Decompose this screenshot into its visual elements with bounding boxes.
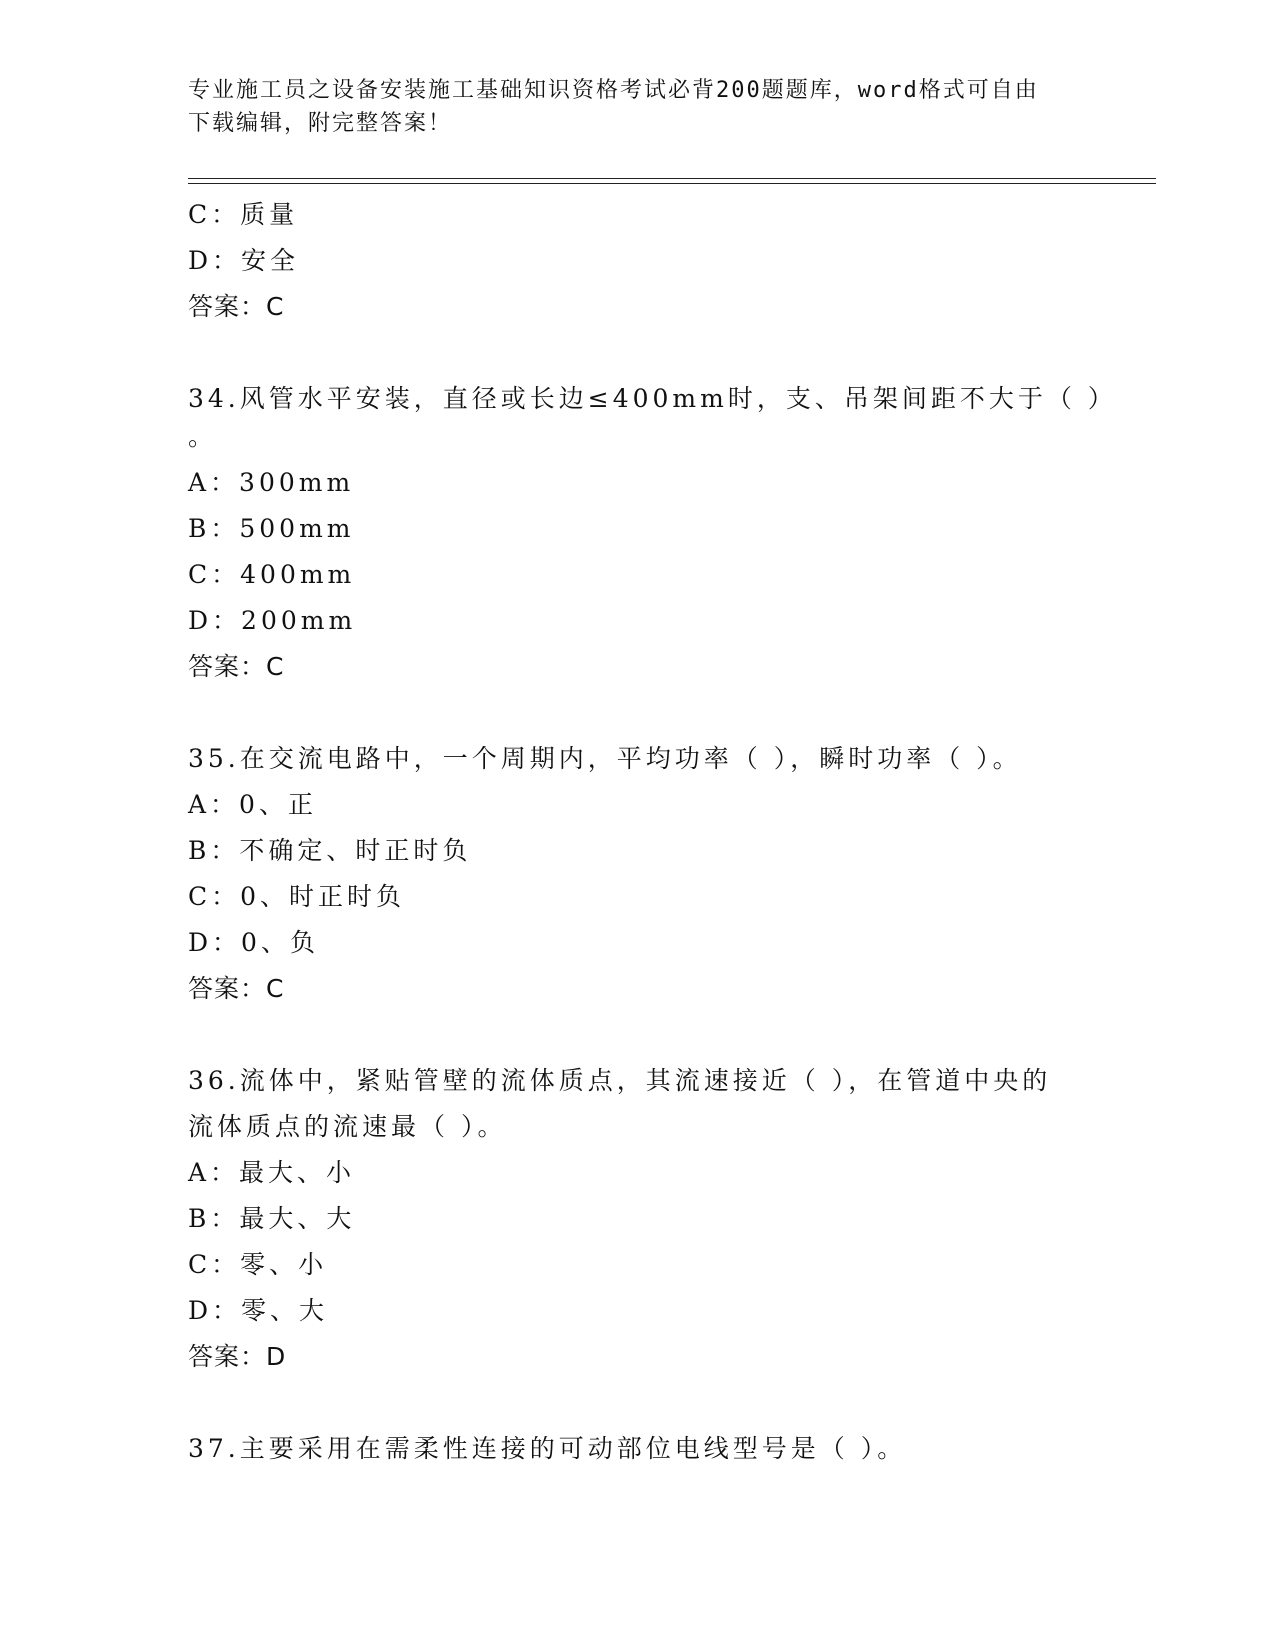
question-stem-continued: 流体质点的流速最（ ）。 — [188, 1112, 507, 1141]
option-d: D：200mm — [188, 606, 357, 635]
option-c: C：零、小 — [188, 1250, 328, 1279]
question-stem: 34.风管水平安装，直径或长边≤400mm时，支、吊架间距不大于（ ） — [188, 384, 1117, 413]
option-c: C：质量 — [188, 200, 299, 229]
question-37 — [188, 1426, 1088, 1472]
option-d: D：零、大 — [188, 1296, 329, 1325]
option-a: A：0、正 — [188, 790, 317, 819]
header-title-line-2: 下载编辑，附完整答案！ — [188, 111, 453, 136]
option-a: A：300mm — [188, 468, 355, 497]
question-stem-continued: 。 — [188, 422, 218, 451]
answer: 答案：C — [188, 292, 285, 321]
question-gap — [188, 1012, 1088, 1058]
question-gap — [188, 1380, 1088, 1426]
header-divider-bottom — [188, 183, 1156, 184]
option-d: D：安全 — [188, 246, 300, 275]
header-divider-top — [188, 178, 1156, 179]
question-gap — [188, 690, 1088, 736]
answer: 答案：D — [188, 1342, 287, 1371]
question-gap — [188, 330, 1088, 376]
option-c: C：400mm — [188, 560, 356, 589]
question-33 — [188, 192, 1088, 330]
option-a: A：最大、小 — [188, 1158, 356, 1187]
answer: 答案：C — [188, 974, 285, 1003]
answer: 答案：C — [188, 652, 285, 681]
option-d: D：0、负 — [188, 928, 319, 957]
question-36 — [188, 1058, 1088, 1380]
question-35 — [188, 736, 1088, 1012]
question-34 — [188, 376, 1117, 690]
document-header — [188, 74, 1068, 140]
option-c: C：0、时正时负 — [188, 882, 406, 911]
question-stem: 36.流体中，紧贴管壁的流体质点，其流速接近（ ），在管道中央的 — [188, 1066, 1052, 1095]
question-list — [188, 192, 1117, 1472]
question-stem: 35.在交流电路中，一个周期内，平均功率（ ），瞬时功率（ ）。 — [188, 744, 1022, 773]
option-b: B：500mm — [188, 514, 355, 543]
option-b: B：不确定、时正时负 — [188, 836, 472, 865]
option-b: B：最大、大 — [188, 1204, 356, 1233]
question-stem: 37.主要采用在需柔性连接的可动部位电线型号是（ ）。 — [188, 1434, 907, 1463]
header-title-line-1: 专业施工员之设备安装施工基础知识资格考试必背200题题库，word格式可自由 — [188, 78, 1039, 103]
